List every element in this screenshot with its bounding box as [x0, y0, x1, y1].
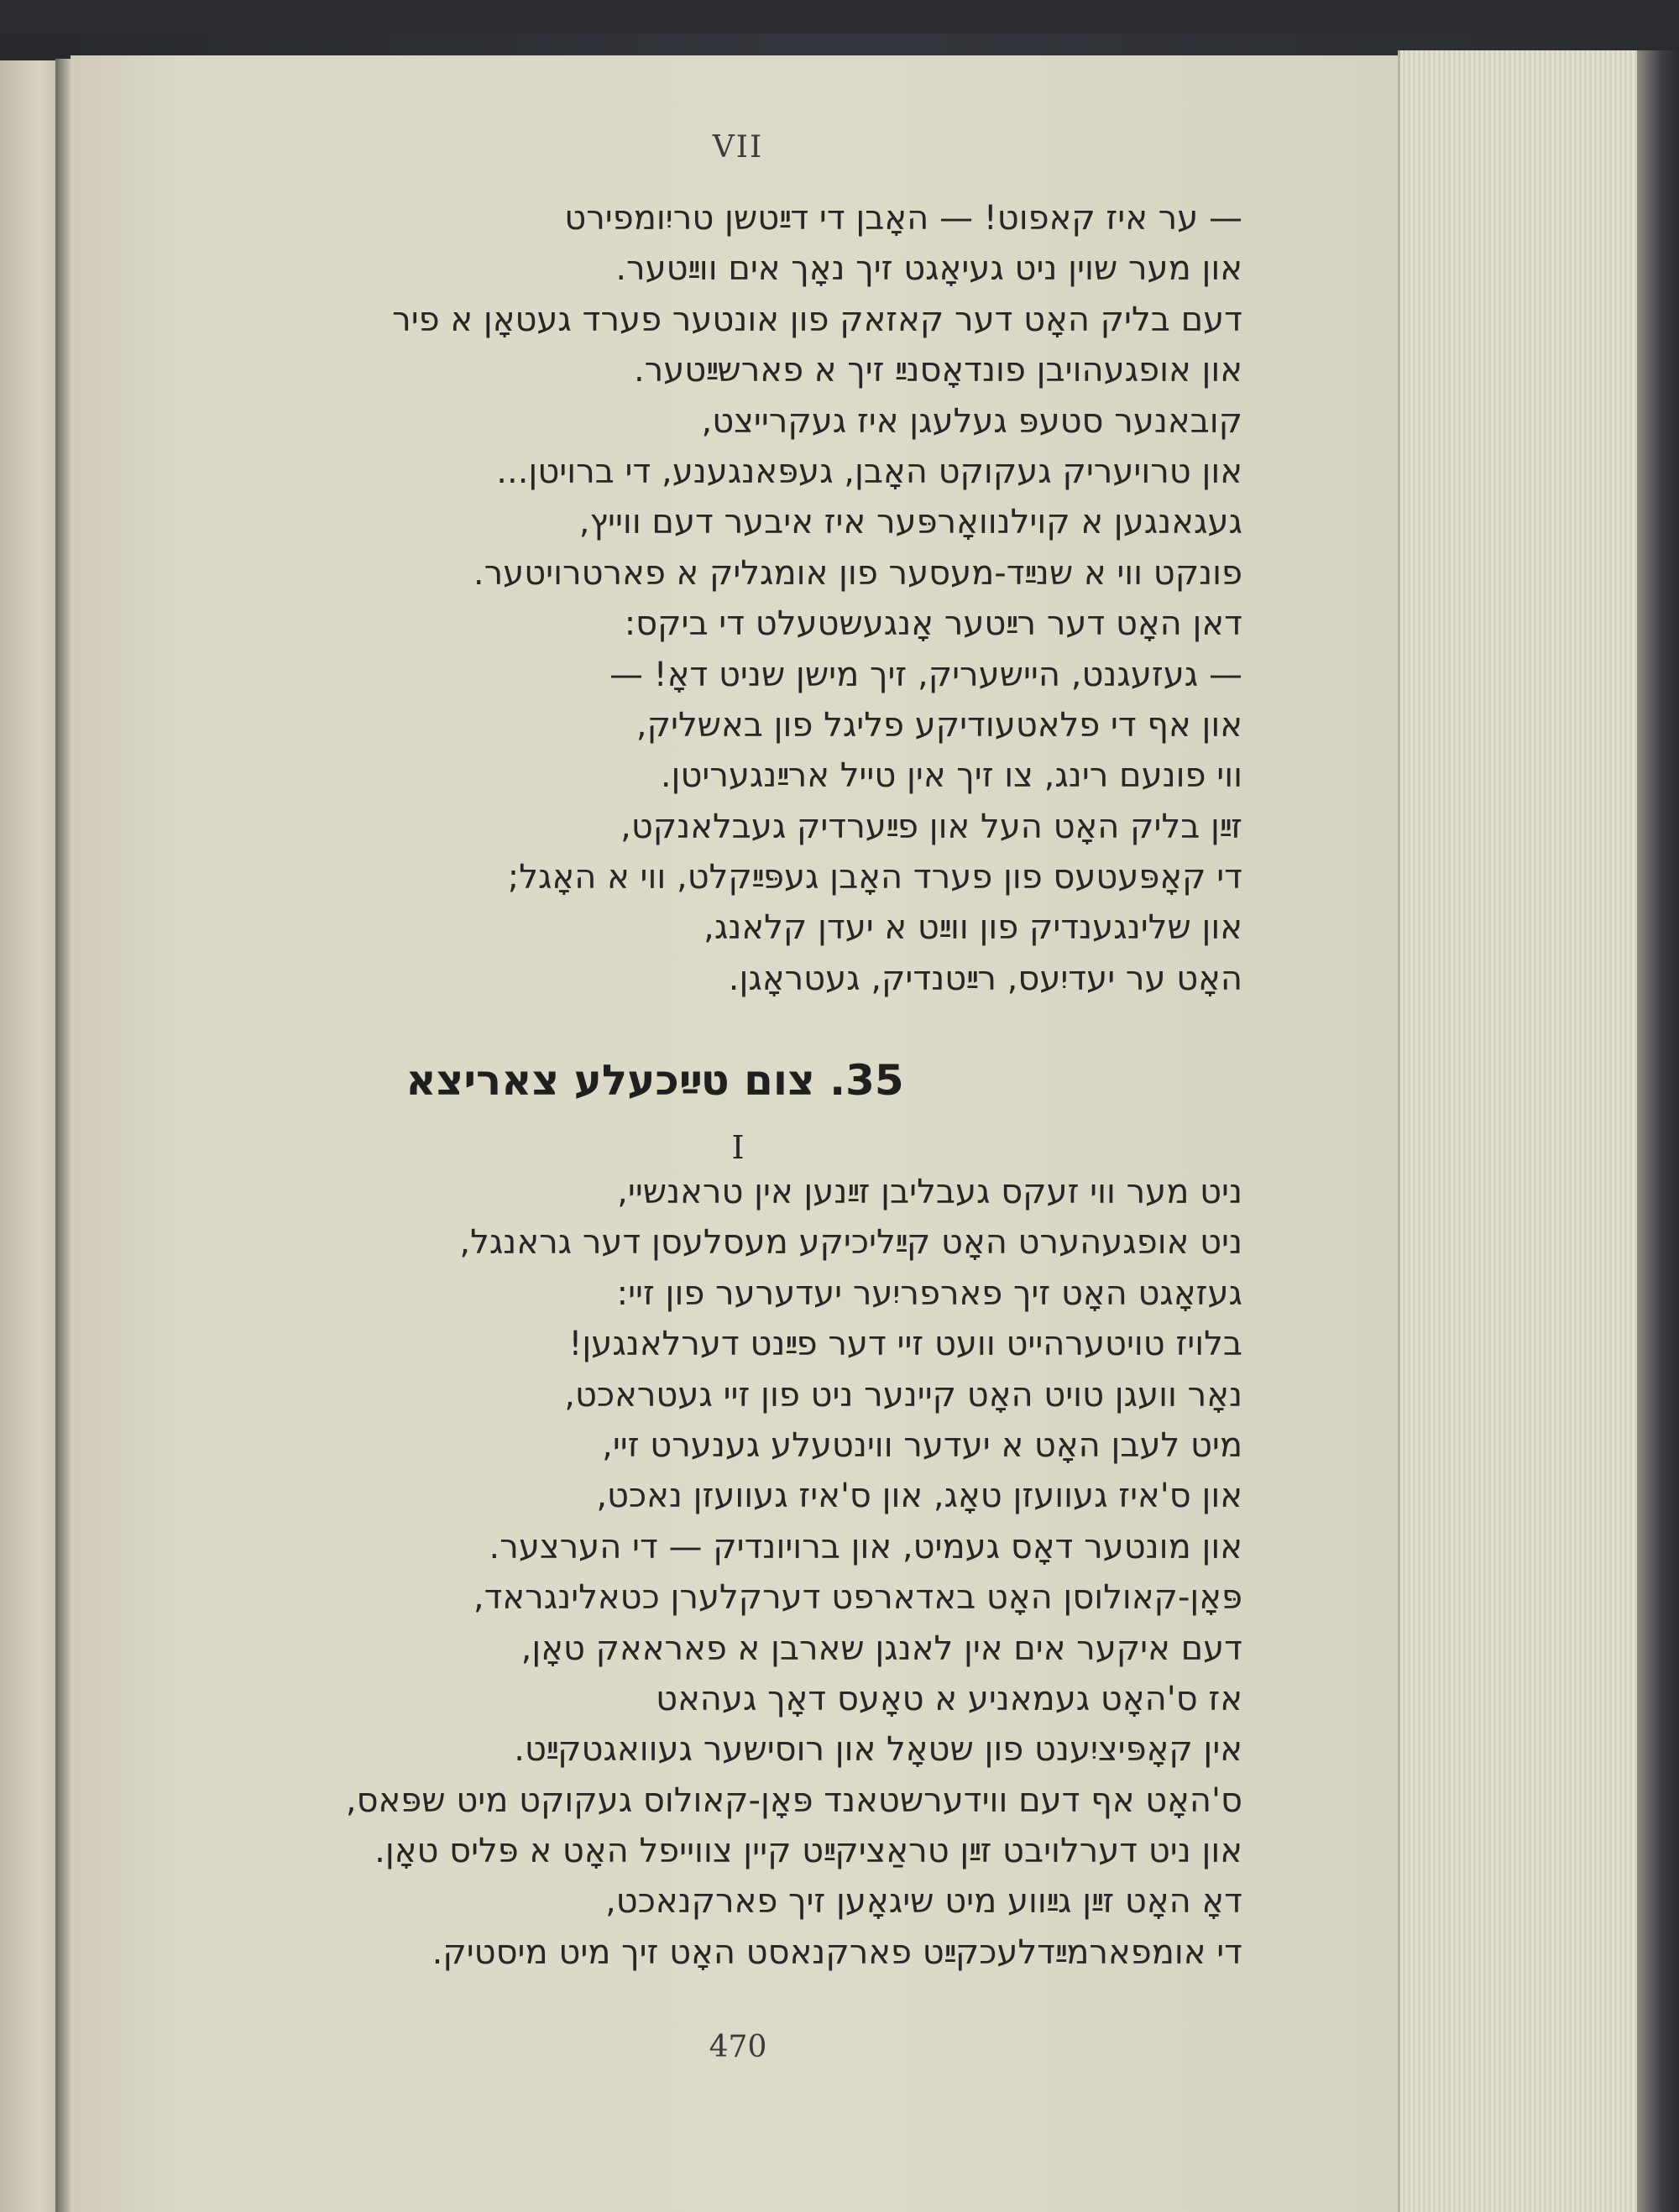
poem-title: 35. צום טײַכעלע צאריצא — [405, 1056, 904, 1105]
text-line: און שלינגענדיק פון ווײַט א יעדן קלאנג, — [704, 908, 1242, 948]
left-page-edge — [0, 60, 59, 2212]
text-line: האָט ער יעדיִעס, רײַטנדיק, געטראָגן. — [728, 959, 1242, 998]
section-numeral: I — [731, 1129, 745, 1166]
text-line: מיט לעבן האָט א יעדער ווינטעלע גענערט זיי, — [602, 1425, 1242, 1465]
text-line: ניט אופגעהערט האָט קײַליכיקע מעסלעסן דער גראנגל, — [459, 1223, 1242, 1263]
text-line: און ס'איז געוועזן טאָג, און ס'איז געוועזן נאכט, — [596, 1477, 1242, 1516]
text-line: בלויז טויטערהייט וועט זיי דער פײַנט דערלאנגען! — [568, 1325, 1242, 1364]
binding-shadow — [1637, 50, 1679, 2212]
text-line: נאָר וועגן טויט האָט קיינער ניט פון זיי געטראכט, — [564, 1375, 1242, 1415]
text-line: ווי פונעם רינג, צו זיך אין טייל ארײַנגעריטן. — [660, 756, 1242, 796]
text-line: ניט מער ווי זעקס געבליבן זײַנען אין טראנשיי, — [617, 1173, 1242, 1211]
text-line: אין קאָפּיציִענט פון שטאָל און רוסישער געוואגטקײַט. — [514, 1730, 1242, 1770]
text-line: און מונטער דאָס געמיט, און ברויונדיק — די הערצער. — [489, 1527, 1242, 1566]
text-line: דאָ האָט זײַן גײַווע מיט שיגאָען זיך פארקנאכט, — [605, 1882, 1242, 1922]
text-line: און ניט דערלויבט זײַן טראַציקײַט קיין צווייפל האָט א פּליס טאָן. — [374, 1832, 1242, 1871]
text-line: און אף די פלאטעודיקע פליגל פון באשליק, — [636, 705, 1242, 745]
text-line: אז ס'האָט געמאניע א טאָעס דאָך געהאט — [656, 1679, 1242, 1718]
text-line: דעם בליק האָט דער קאזאק פון אונטער פערד געטאָן א פיר — [392, 300, 1242, 339]
text-line: געגאנגען א קוילנוואָרפּער איז איבער דעם ווייץ, — [578, 503, 1242, 542]
page-number: 470 — [709, 2030, 767, 2064]
text-line: — געזעגנט, היישעריק, זיך מישן שניט דאָ! — — [609, 655, 1242, 694]
text-line: די קאָפּעטעס פון פערד האָבן געפּײַקלט, ווי א האָגל; — [507, 858, 1242, 897]
running-header: VII — [712, 130, 764, 165]
text-line: קובאנער סטעפּ געלעגן איז געקרייצט, — [701, 401, 1242, 441]
book-gutter — [55, 59, 72, 2212]
text-line: און מער שוין ניט געיאָגט זיך נאָך אים ווײַטער. — [615, 249, 1242, 289]
text-line: און טרויעריק געקוקט האָבן, געפּאנגענע, די ברויטן... — [496, 452, 1242, 491]
text-line: פונקט ווי א שנײַד-מעסער פון אומגליק א פארטרויטער. — [473, 553, 1242, 593]
text-line: פּאָן-קאולוסן האָט באדארפט דערקלערן כטאלינגראד, — [473, 1578, 1242, 1618]
stanza-bottom — [345, 1167, 1242, 1978]
text-line: געזאָגט האָט זיך פארפריִער יעדערער פון זיי: — [616, 1273, 1242, 1313]
page-edges — [1398, 50, 1644, 2212]
text-line: דאן האָט דער רײַטער אָנגעשטעלט די ביקס: — [624, 604, 1242, 644]
text-line: דעם איקער אים אין לאנגן שארבן א פאראאק טאָן, — [520, 1629, 1242, 1668]
text-line: ס'האָט אף דעם ווידערשטאנד פּאָן-קאולוס געקוקט מיט שפּאס, — [345, 1781, 1242, 1820]
text-line: — ער איז קאפוט! — האָבן די דײַטשן טריִומפירט — [564, 199, 1242, 238]
text-line: די אומפארמײַדלעכקײַט פארקנאסט האָט זיך מיט מיסטיק. — [432, 1932, 1242, 1972]
text-line: זײַן בליק האָט העל און פײַערדיק געבלאנקט, — [620, 807, 1242, 846]
stanza-top — [353, 193, 1242, 1004]
text-line: און אופגעהויבן פונדאָסנײַ זיך א פארשײַטער. — [633, 351, 1242, 390]
